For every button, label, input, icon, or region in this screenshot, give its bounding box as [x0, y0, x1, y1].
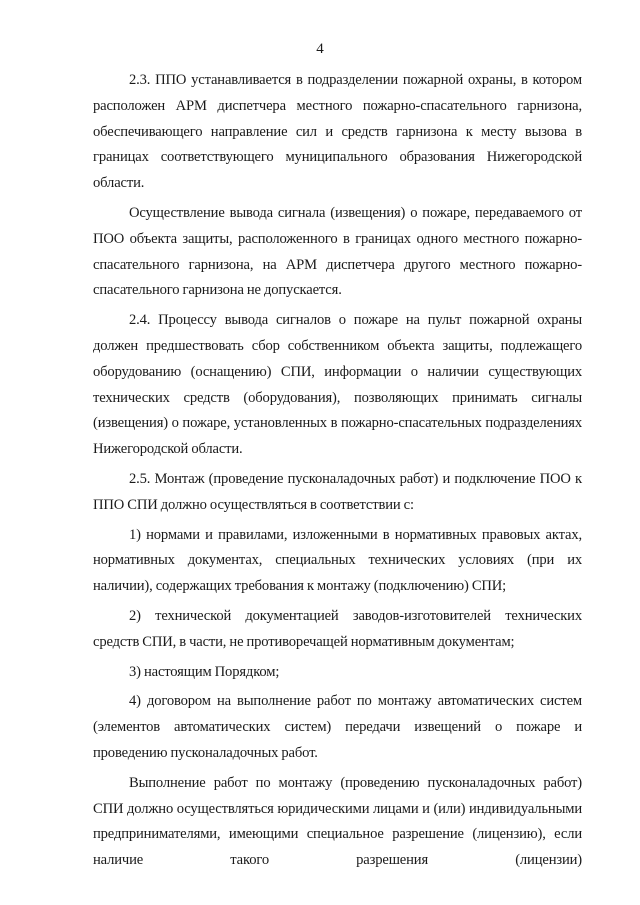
- paragraph-installation-works: Выполнение работ по монтажу (проведению пусконаладочных работ) СПИ должно осуществляться юридическими лицами и (или) индивидуальными предпринимателями, имеющими специальное разрешение (лицензию), если наличие такого разрешения (лицензии): [93, 774, 582, 869]
- paragraph-2-3: 2.3. ППО устанавливается в подразделении пожарной охраны, в котором расположен АРМ диспетчера местного пожарно-спасательного гарнизона, обеспечивающего направление сил и средств гарнизона к месту вызова в границах соответствующего муниципального образования Нижегородской области.: [93, 72, 582, 192]
- paragraph-2-5: 2.5. Монтаж (проведение пусконаладочных работ) и подключение ПОО к ППО СПИ должно осуществляться в соответствии с:: [93, 470, 582, 513]
- list-item-3: 3) настоящим Порядком;: [129, 663, 280, 680]
- list-item-2: 2) технической документацией заводов-изготовителей технических средств СПИ, в части, не противоречащей нормативным документам;: [93, 607, 582, 650]
- page-number: 4: [316, 41, 324, 57]
- paragraph-signal-output: Осуществление вывода сигнала (извещения) о пожаре, передаваемого от ПОО объекта защиты, расположенного в границах одного местного пожарно-спасательного гарнизона, на АРМ диспетчера другого местного пожарно-спасательного гарнизона не допускается.: [93, 204, 582, 299]
- paragraph-2-4: 2.4. Процессу вывода сигналов о пожаре на пульт пожарной охраны должен предшествовать сбор собственником объекта защиты, подлежащего оборудованию (оснащению) СПИ, информации о наличии существующих технических средств (оборудования), позволяющих принимать сигналы (извещения) о пожаре, установленных в пожарно-спасательных подразделениях Нижегородской области.: [93, 312, 582, 458]
- list-item-4: 4) договором на выполнение работ по монтажу автоматических систем (элементов автоматических систем) передачи извещений о пожаре и проведению пусконаладочных работ.: [93, 693, 582, 761]
- list-item-1: 1) нормами и правилами, изложенными в нормативных правовых актах, нормативных документах, специальных технических условиях (при их наличии), содержащих требования к монтажу (подключению) СПИ;: [93, 526, 582, 595]
- document-body: [93, 68, 582, 874]
